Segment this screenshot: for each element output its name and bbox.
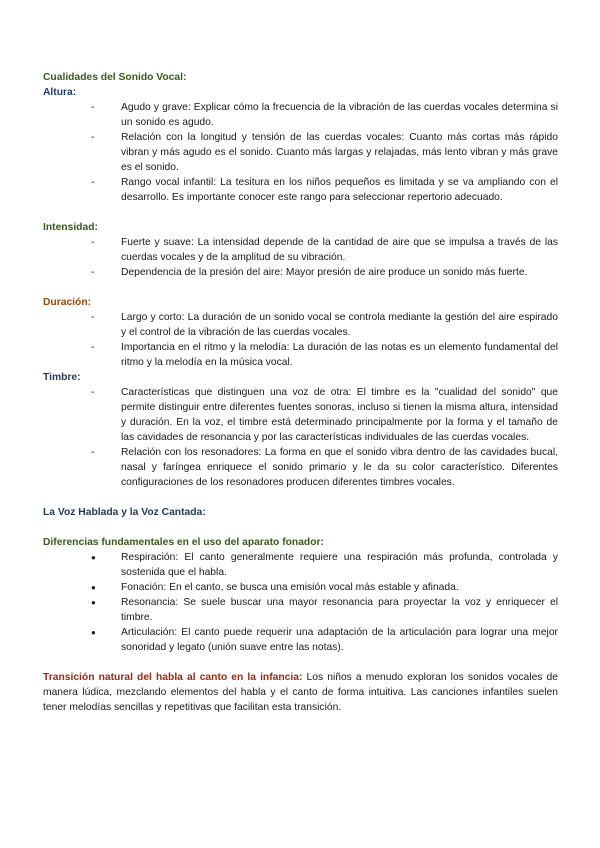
list-item: ● Resonancia: Se suele buscar una mayor resonancia para proyectar la voz y enriquecer el timbre. [43, 595, 558, 625]
transicion-paragraph [43, 670, 558, 715]
list-item: - Largo y corto: La duración de un sonido vocal se controla mediante la gestión del aire espirado y el control de la vibración de las cuerdas vocales. [43, 310, 558, 340]
list-item: - Características que distinguen una voz de otra: El timbre es la "cualidad del sonido" que permite distinguir entre diferentes fuentes sonoras, incluso si tienen la misma altura, intensidad y duración. En la voz, el timbre está determinado principalmente por la forma y el tamaño de las cavidades de resonancia y por las características individuales de las cuerdas vocales. [43, 385, 558, 445]
heading-intensidad: Intensidad: [43, 222, 98, 233]
list-item: ● Articulación: El canto puede requerir una adaptación de la articulación para lograr una mejor sonoridad y legato (unión suave entre las notas). [43, 625, 558, 655]
section-title-cualidades: Cualidades del Sonido Vocal: [43, 72, 187, 83]
heading-transicion: Transición natural del habla al canto en la infancia: [43, 672, 303, 683]
list-diferencias [43, 550, 558, 655]
list-timbre [43, 385, 558, 490]
list-intensidad [43, 235, 558, 280]
heading-duracion: Duración: [43, 297, 92, 308]
list-item: - Relación con los resonadores: La forma en que el sonido vibra dentro de las cavidades bucal, nasal y faríngea enriquece el sonido primario y le da su color característico. Diferentes configuraciones de los resonadores producen diferentes timbres vocales. [43, 445, 558, 490]
list-item: - Relación con la longitud y tensión de las cuerdas vocales: Cuanto más cortas más rápido vibran y más agudo es el sonido. Cuanto más largas y relajadas, más lento vibran y más grave es el sonido. [43, 130, 558, 175]
section-title-voz: La Voz Hablada y la Voz Cantada: [43, 507, 206, 518]
list-item: - Importancia en el ritmo y la melodía: La duración de las notas es un elemento fundamental del ritmo y la melodía en la música vocal. [43, 340, 558, 370]
list-item: ● Respiración: El canto generalmente requiere una respiración más profunda, controlada y sostenida que el habla. [43, 550, 558, 580]
transicion-text: Los niños a menudo exploran los sonidos vocales de manera lúdica, mezclando elementos del habla y el canto de forma intuitiva. Las canciones infantiles suelen tener melodías sencillas y repetitivas que facilitan esta transición. [43, 672, 558, 713]
document-page [43, 70, 558, 715]
list-item: - Fuerte y suave: La intensidad depende de la cantidad de aire que se impulsa a través de las cuerdas vocales y de la amplitud de su vibración. [43, 235, 558, 265]
list-item: ● Fonación: En el canto, se busca una emisión vocal más estable y afinada. [43, 580, 558, 595]
list-item: - Agudo y grave: Explicar cómo la frecuencia de la vibración de las cuerdas vocales determina si un sonido es agudo. [43, 100, 558, 130]
heading-altura: Altura: [43, 87, 77, 98]
list-duracion [43, 310, 558, 370]
list-item: - Dependencia de la presión del aire: Mayor presión de aire produce un sonido más fuerte. [43, 265, 558, 280]
list-altura [43, 100, 558, 205]
list-item: - Rango vocal infantil: La tesitura en los niños pequeños es limitada y se va ampliando con el desarrollo. Es importante conocer este rango para seleccionar repertorio adecuado. [43, 175, 558, 205]
heading-timbre: Timbre: [43, 372, 81, 383]
heading-diferencias: Diferencias fundamentales en el uso del aparato fonador: [43, 537, 324, 548]
